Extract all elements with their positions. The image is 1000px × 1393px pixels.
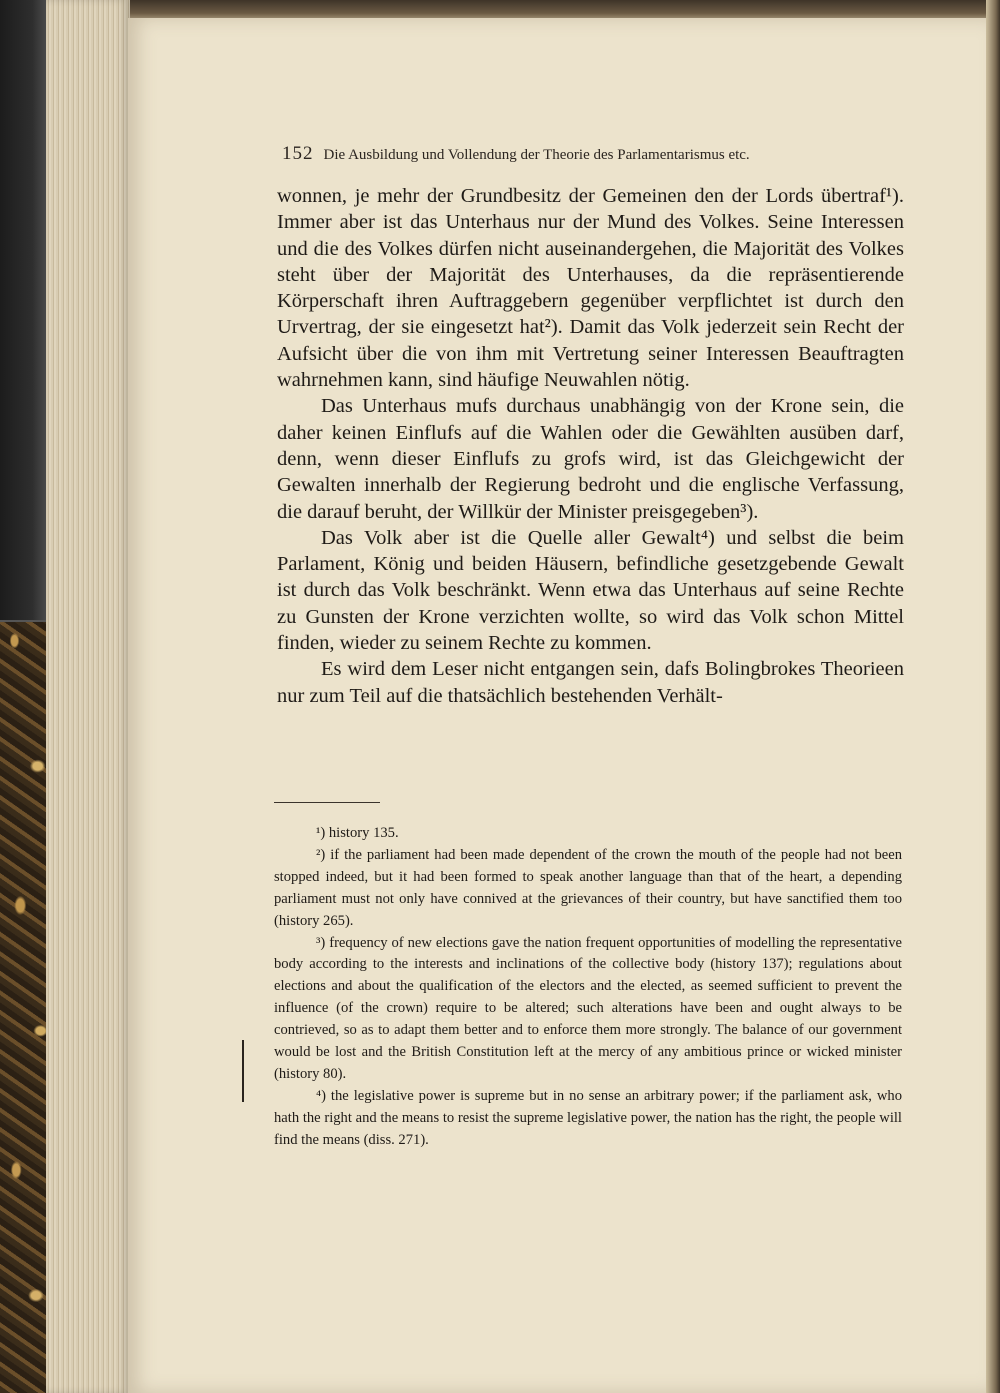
page-number: 152 bbox=[282, 143, 314, 164]
margin-pencil-mark bbox=[242, 1040, 244, 1102]
book-binding bbox=[0, 0, 46, 622]
paragraph-2: Das Unterhaus mufs durchaus unabhängig von der Krone sein, die daher keinen Einflufs auf die Wahlen oder die Gewählten ausüben darf, denn, wenn dieser Einflufs zu grofs wird, ist das Gleichgewicht der Gewalten innerhalb der Regierung bedroht und die englische Verfassung, die darauf beruht, der Willkür der Minister preisgegeben³). bbox=[277, 395, 904, 523]
paragraph-4: Es wird dem Leser nicht entgangen sein, dafs Bolingbrokes Theorieen nur zum Teil auf die thatsächlich bestehenden Verhält- bbox=[277, 658, 904, 707]
footnote-2: ²) if the parliament had been made dependent of the crown the mouth of the people had not been stopped indeed, but it had been formed to speak another language than that of the heart, a depending parliament must not only have connived at the grievances of their country, but have sanctified them too (history 265). bbox=[274, 846, 902, 929]
running-title: Die Ausbildung und Vollendung der Theorie des Parlamentarismus etc. bbox=[323, 147, 750, 163]
footnote-3: ³) frequency of new elections gave the nation frequent opportunities of modelling the representative body according to the interests and inclinations of the collective body (history 137); regulations about elections and about the qualification of the electors and the elected, as seemed sufficient to prevent the influence (of the crown) require to be altered; such alterations have been and ought always to be contrieved, so as to adapt them better and to enforce them more strongly. The balance of our government would be lost and the British Constitution left at the mercy of any ambitious prince or wicked minister (history 80). bbox=[274, 934, 902, 1082]
footnotes bbox=[274, 823, 902, 1152]
running-head bbox=[282, 143, 904, 165]
footnote-rule bbox=[274, 802, 380, 803]
right-page-edge bbox=[986, 0, 1000, 1393]
paragraph-3: Das Volk aber ist die Quelle aller Gewalt⁴) und selbst die beim Parlament, König und beiden Häusern, befindliche gesetzgebende Gewalt ist durch das Volk beschränkt. Wenn etwa das Unterhaus auf seine Rechte zu Gunsten der Krone verzichten wollte, so wird das Volk schon Mittel finden, wieder zu seinem Rechte zu kommen. bbox=[277, 526, 904, 655]
footnote-1: ¹) history 135. bbox=[316, 825, 399, 841]
body-text bbox=[277, 183, 904, 709]
paragraph-1: wonnen, je mehr der Grundbesitz der Gemeinen den der Lords übertraf¹). Immer aber ist das Unterhaus nur der Mund des Volkes. Seine Interessen und die des Volkes dürfen nicht auseinandergehen, die Majorität des Volkes steht über der Majorität des Unterhauses, da die repräsentierende Körperschaft ihren Auftraggebern gegenüber verpflichtet ist durch den Urvertrag, der sie eingesetzt hat²). Damit das Volk jederzeit sein Recht der Aufsicht über die von ihm mit Vertretung seiner Interessen Beauftragten wahrnehmen kann, sind häufige Neuwahlen nötig. bbox=[277, 185, 904, 392]
stacked-page-edges bbox=[46, 0, 130, 1393]
footnote-4: ⁴) the legislative power is supreme but in no sense an arbitrary power; if the parliament ask, who hath the right and the means to resist the supreme legislative power, the nation has the right, the people will find the means (diss. 271). bbox=[274, 1087, 902, 1148]
